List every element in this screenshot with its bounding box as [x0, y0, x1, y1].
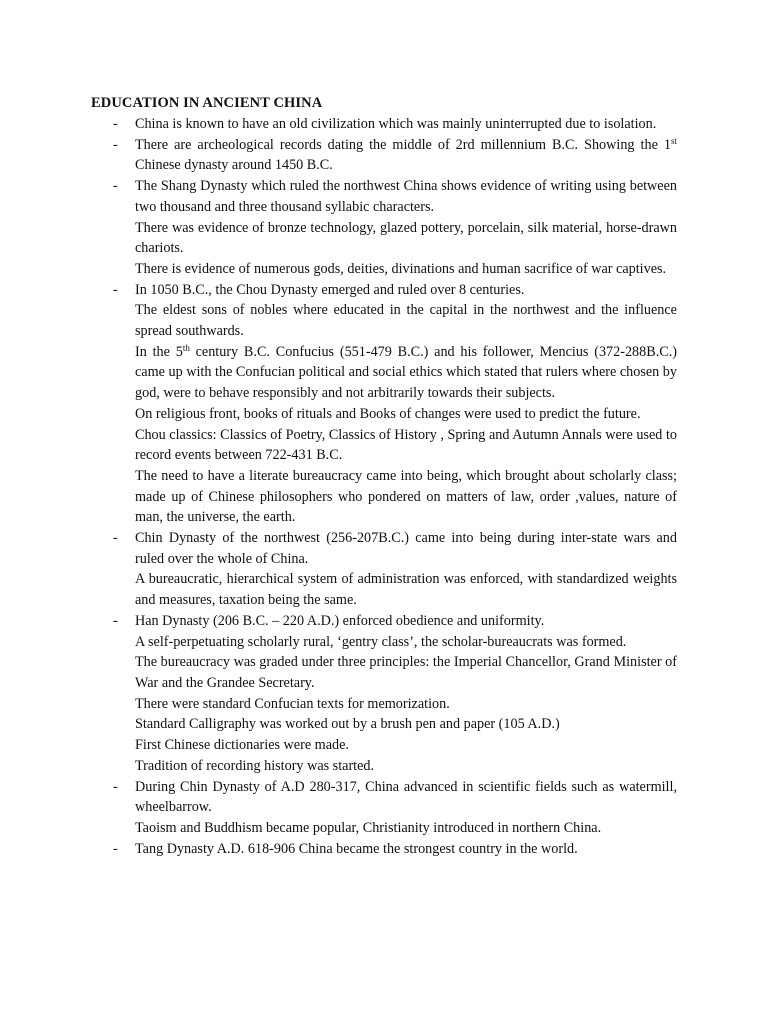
document-body [110, 114, 677, 859]
bullet-item [110, 777, 677, 818]
paragraph-item [110, 569, 677, 610]
bullet-item [110, 135, 677, 176]
item-text: Chou classics: Classics of Poetry, Classics of History , Spring and Autumn Annals were used to record events between 722-431 B.C. [135, 426, 677, 464]
bullet-item [110, 114, 677, 135]
bullet-item [110, 611, 677, 632]
item-text: Chin Dynasty of the northwest (256-207B.C.) came into being during inter-state wars and ruled over the whole of China. [135, 530, 677, 567]
paragraph-item [110, 652, 677, 693]
item-text: Chinese dynasty around 1450 B.C. [135, 157, 333, 174]
paragraph-item [110, 425, 677, 466]
item-text: Tang Dynasty A.D. 618-906 China became the strongest country in the world. [135, 840, 578, 857]
paragraph-item [110, 714, 677, 735]
item-text: First Chinese dictionaries were made. [135, 737, 349, 754]
paragraph-item [110, 756, 677, 777]
item-text: During Chin Dynasty of A.D 280-317, China advanced in scientific fields such as watermill, wheelbarrow. [135, 778, 677, 816]
item-text: Taoism and Buddhism became popular, Christianity introduced in northern China. [135, 819, 602, 836]
paragraph-item [110, 632, 677, 653]
ordinal-suffix: st [670, 135, 677, 146]
item-text: There was evidence of bronze technology, glazed pottery, porcelain, silk material, horse-drawn chariots. [135, 219, 677, 257]
item-text: In 1050 B.C., the Chou Dynasty emerged and ruled over 8 centuries. [135, 281, 525, 298]
paragraph-item [110, 466, 677, 528]
item-text: Standard Calligraphy was worked out by a brush pen and paper (105 A.D.) [135, 716, 560, 733]
ordinal-suffix: th [182, 342, 190, 353]
item-text: China is known to have an old civilization which was mainly uninterrupted due to isolation. [135, 116, 657, 132]
paragraph-item [110, 404, 677, 425]
item-text: Tradition of recording history was started. [135, 757, 375, 774]
item-text: A bureaucratic, hierarchical system of administration was enforced, with standardized weights and measures, taxation being the same. [135, 571, 677, 609]
item-text: On religious front, books of rituals and Books of changes were used to predict the future. [135, 405, 641, 422]
bullet-item [110, 528, 677, 569]
paragraph-item [110, 342, 677, 404]
paragraph-item [110, 259, 677, 280]
bullet-item [110, 176, 677, 217]
item-text: The Shang Dynasty which ruled the northwest China shows evidence of writing using between two thousand and three thousand syllabic characters. [135, 178, 677, 215]
paragraph-item [110, 218, 677, 259]
paragraph-item [110, 694, 677, 715]
bullet-item [110, 280, 677, 301]
bullet-item [110, 839, 677, 860]
item-text: In the 5 [135, 343, 183, 360]
item-text: Han Dynasty (206 B.C. – 220 A.D.) enforced obedience and uniformity. [135, 612, 545, 629]
document-title: EDUCATION IN ANCIENT CHINA [91, 95, 323, 111]
item-text: There is evidence of numerous gods, deities, divinations and human sacrifice of war captives. [135, 260, 667, 277]
paragraph-item [110, 300, 677, 341]
item-text: A self-perpetuating scholarly rural, ‘gentry class’, the scholar-bureaucrats was formed. [135, 633, 627, 650]
item-text: There are archeological records dating the middle of 2rd millennium B.C. Showing the 1 [135, 136, 671, 153]
item-text: The need to have a literate bureaucracy came into being, which brought about scholarly class; made up of Chinese philosophers who pondered on matters of law, order ,values, nature of man, the universe, the earth. [135, 467, 677, 526]
item-text: There were standard Confucian texts for memorization. [135, 695, 450, 712]
paragraph-item [110, 818, 677, 839]
item-text: century B.C. Confucius (551-479 B.C.) and his follower, Mencius (372-288B.C.) came up with the Confucian political and social ethics which stated that rulers where chosen by god, were to behave responsibly and not arbitrarily towards their subjects. [135, 343, 677, 402]
paragraph-item [110, 735, 677, 756]
item-text: The bureaucracy was graded under three principles: the Imperial Chancellor, Grand Minister of War and the Grandee Secretary. [135, 654, 677, 691]
item-text: The eldest sons of nobles where educated in the capital in the northwest and the influence spread southwards. [135, 302, 677, 340]
